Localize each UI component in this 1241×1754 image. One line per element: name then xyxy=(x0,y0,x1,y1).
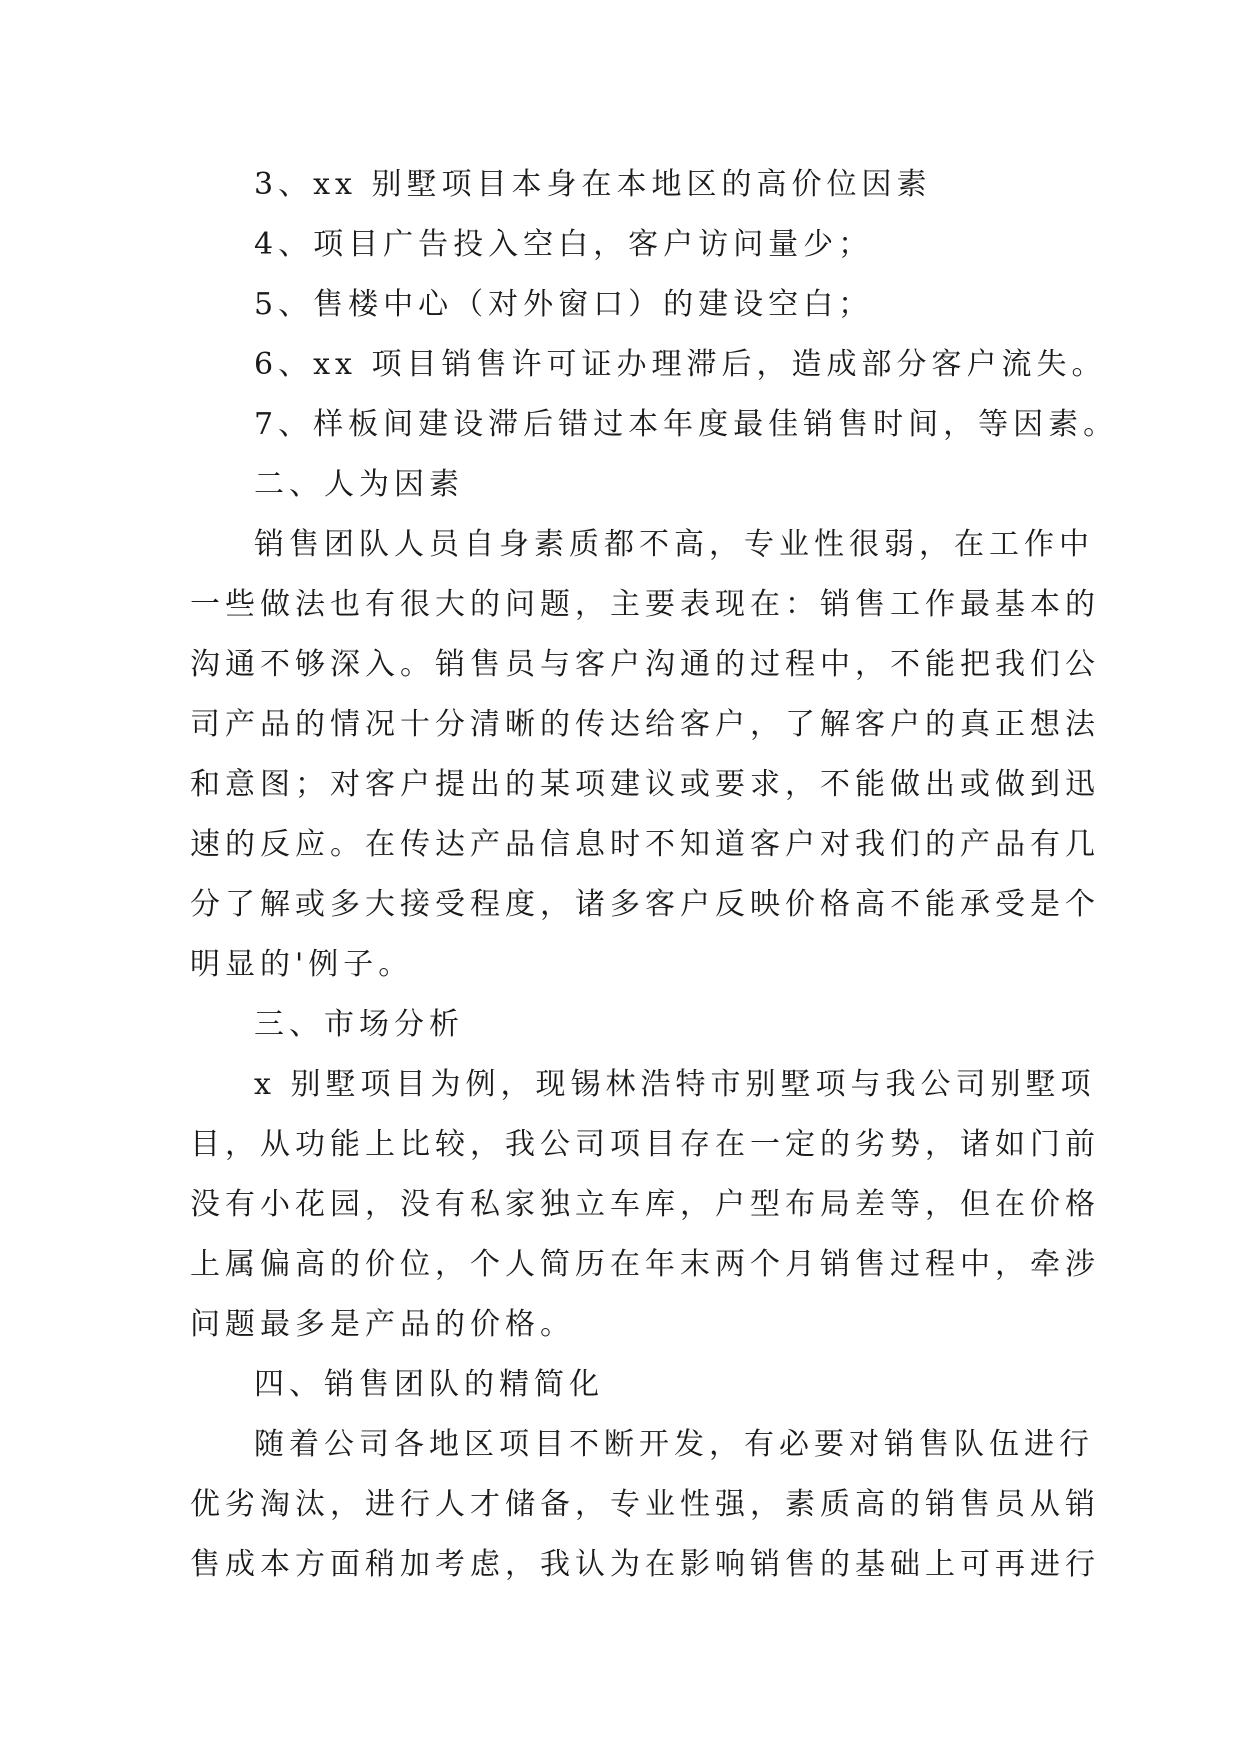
paragraph-line: 没有小花园，没有私家独立车库，户型布局差等，但在价格 xyxy=(190,1187,1100,1222)
paragraph-line: x 别墅项目为例，现锡林浩特市别墅项与我公司别墅项 xyxy=(254,1067,1096,1102)
paragraph-line: 优劣淘汰，进行人才储备，专业性强，素质高的销售员从销 xyxy=(190,1487,1100,1522)
paragraph-line: 和意图；对客户提出的某项建议或要求，不能做出或做到迅 xyxy=(190,767,1100,802)
section-heading-market-analysis: 三、市场分析 xyxy=(254,1007,464,1042)
list-item-7: 7、样板间建设滞后错过本年度最佳销售时间，等因素。 xyxy=(254,407,1119,442)
section-heading-team-streamlining: 四、销售团队的精简化 xyxy=(254,1367,604,1402)
paragraph-line: 随着公司各地区项目不断开发，有必要对销售队伍进行 xyxy=(254,1427,1094,1462)
paragraph-line: 速的反应。在传达产品信息时不知道客户对我们的产品有几 xyxy=(190,827,1100,862)
paragraph-line: 销售团队人员自身素质都不高，专业性很弱，在工作中 xyxy=(254,527,1094,562)
list-item-3: 3、xx 别墅项目本身在本地区的高价位因素 xyxy=(254,167,932,202)
document-body xyxy=(190,155,1119,1595)
list-item-4: 4、项目广告投入空白，客户访问量少； xyxy=(254,227,874,262)
paragraph-line: 问题最多是产品的价格。 xyxy=(190,1307,575,1342)
paragraph-line: 分了解或多大接受程度，诸多客户反映价格高不能承受是个 xyxy=(190,887,1100,922)
paragraph-line: 一些做法也有很大的问题，主要表现在：销售工作最基本的 xyxy=(190,587,1100,622)
paragraph-line: 目，从功能上比较，我公司项目存在一定的劣势，诸如门前 xyxy=(190,1127,1100,1162)
section-heading-human-factors: 二、人为因素 xyxy=(254,467,464,502)
paragraph-line: 司产品的情况十分清晰的传达给客户，了解客户的真正想法 xyxy=(190,707,1100,742)
paragraph-line: 明显的'例子。 xyxy=(190,947,414,982)
paragraph-line: 售成本方面稍加考虑，我认为在影响销售的基础上可再进行 xyxy=(190,1547,1100,1582)
paragraph-line: 沟通不够深入。销售员与客户沟通的过程中，不能把我们公 xyxy=(190,647,1100,682)
list-item-5: 5、售楼中心（对外窗口）的建设空白； xyxy=(254,287,874,322)
paragraph-line: 上属偏高的价位，个人简历在年末两个月销售过程中，牵涉 xyxy=(190,1247,1100,1282)
list-item-6: 6、xx 项目销售许可证办理滞后，造成部分客户流失。 xyxy=(254,347,1107,382)
